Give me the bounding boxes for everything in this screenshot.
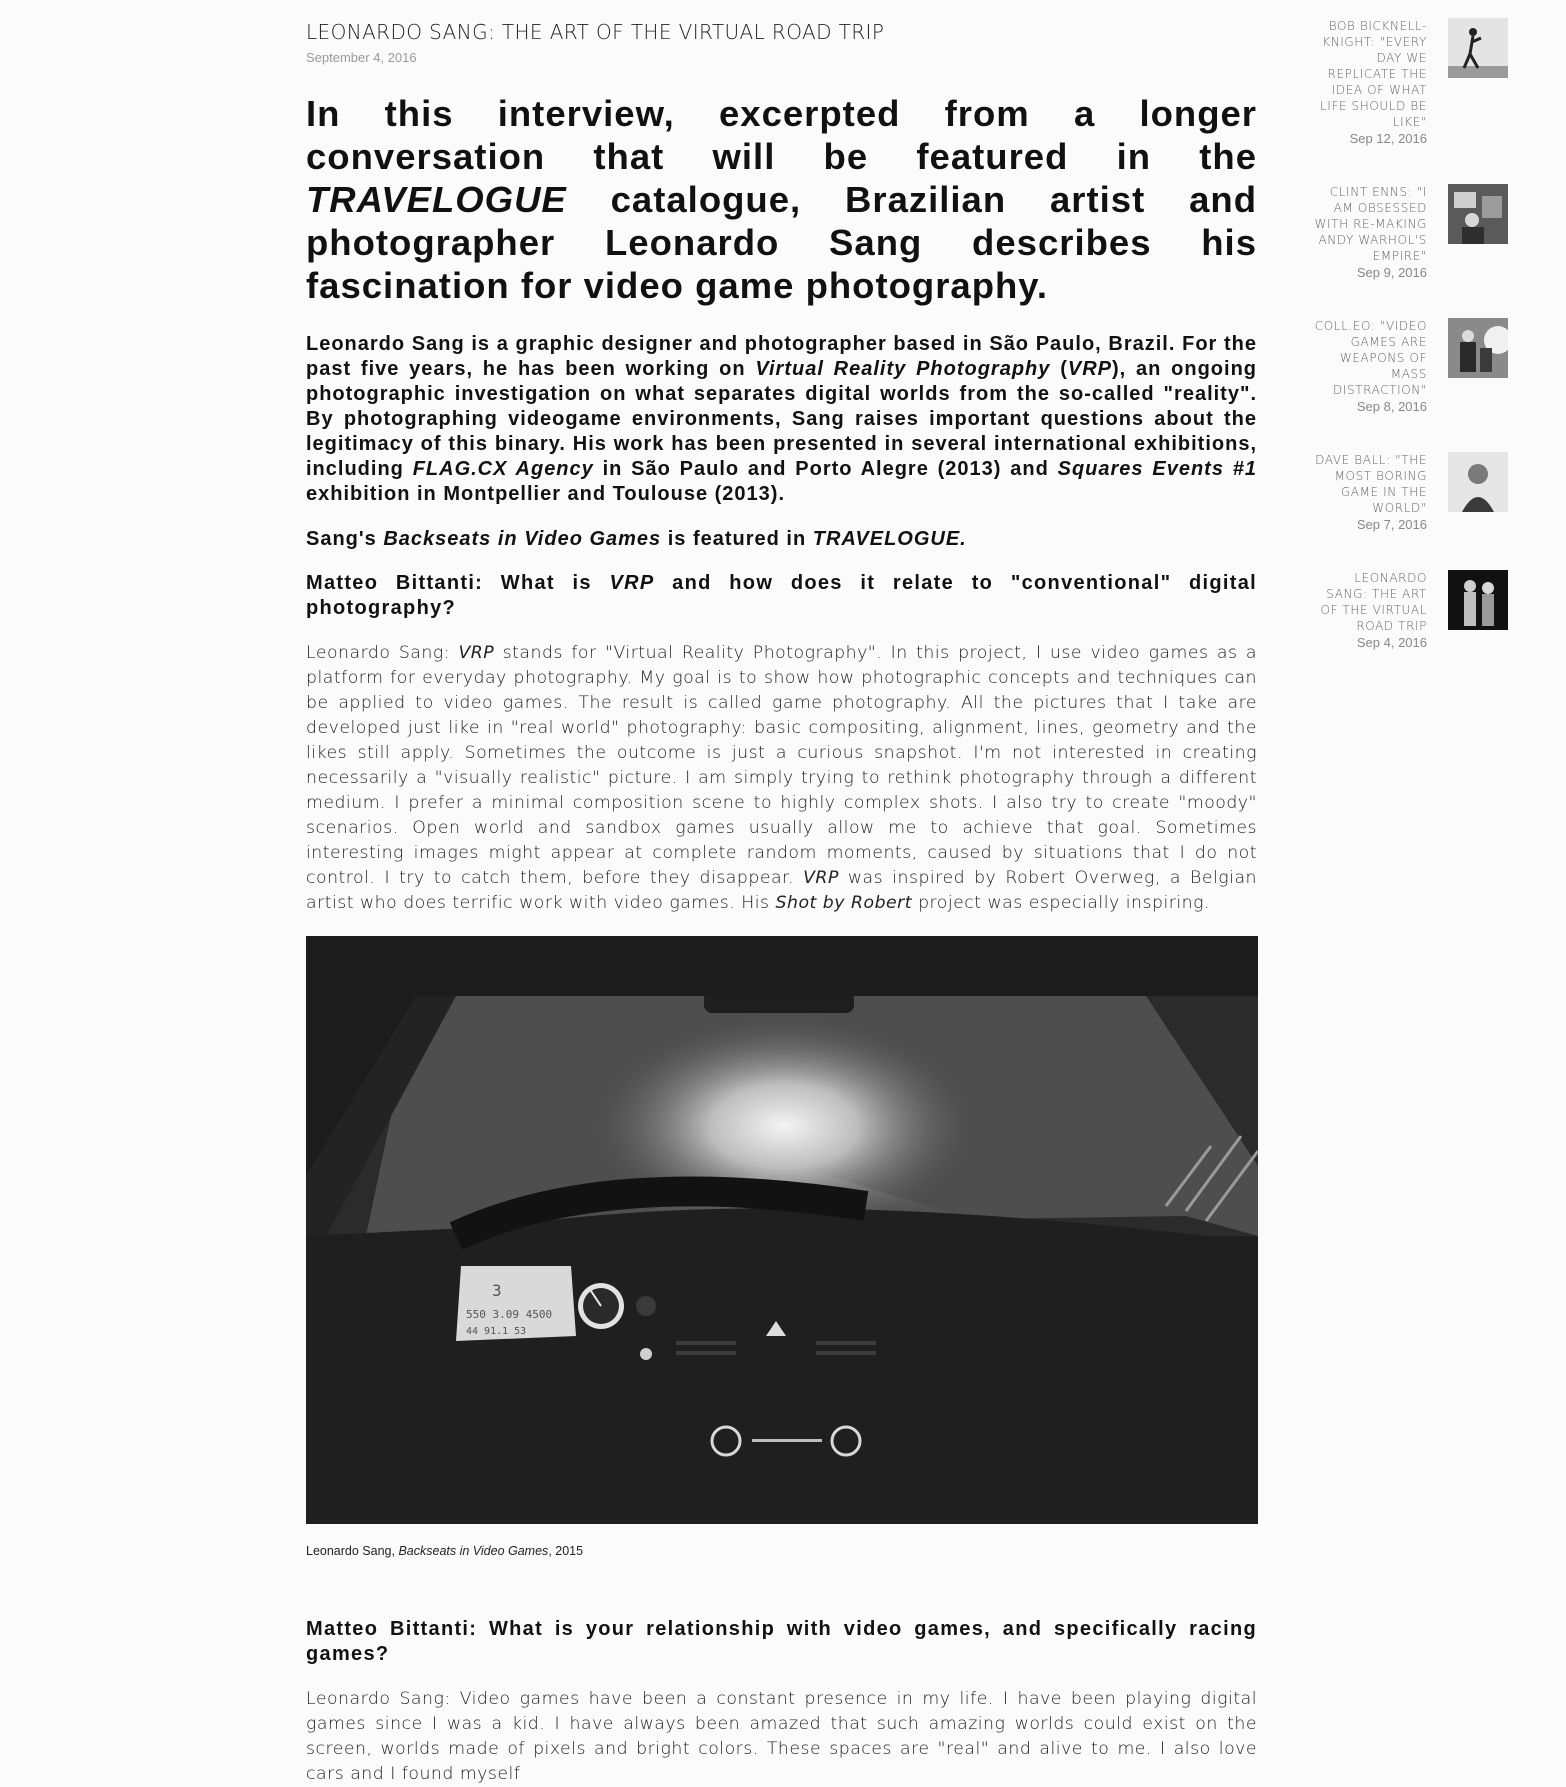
answer-emphasis: VRP: [803, 868, 839, 888]
article-intro: [306, 332, 1257, 507]
intro-emphasis: VRP: [1067, 358, 1112, 380]
related-post-thumbnail[interactable]: [1448, 452, 1508, 512]
answer-text: Leonardo Sang:: [306, 643, 459, 663]
answer-emphasis: Shot by Robert: [775, 893, 913, 913]
intro-text: (: [1050, 358, 1068, 380]
interview-answer: [306, 641, 1257, 916]
featured-emphasis: Backseats in Video Games: [383, 528, 662, 550]
featured-note: [306, 527, 1257, 552]
related-post-date: Sep 7, 2016: [1356, 517, 1427, 532]
photo-caption: [306, 1544, 1257, 1558]
question-text: Matteo Bittanti: What is: [306, 572, 610, 594]
interview-answer: Leonardo Sang: Video games have been a constant presence in my life. I have been playing digital games since I was a kid. I have always been amazed that such amazing worlds could exist on the screen, worlds made of pixels and bright colors. These spaces are "real" and alive to me. I also love cars and I found myself: [306, 1689, 1257, 1784]
related-post-title[interactable]: COLL.EO: "VIDEO GAMES ARE WEAPONS OF MASS DISTRACTION": [1314, 319, 1427, 397]
related-post-title[interactable]: DAVE BALL: "THE MOST BORING GAME IN THE WORLD": [1315, 453, 1427, 515]
intro-text: exhibition in Montpellier and Toulouse (2013).: [306, 483, 785, 505]
related-post-date: Sep 12, 2016: [1349, 131, 1427, 146]
related-post-title[interactable]: LEONARDO SANG: THE ART OF THE VIRTUAL ROAD TRIP: [1320, 571, 1427, 633]
dashboard-readout-top: 3: [492, 1281, 502, 1300]
question-emphasis: VRP: [609, 572, 655, 594]
answer-text: project was especially inspiring.: [912, 893, 1210, 913]
answer-text: was inspired by Robert Overweg, a Belgian artist who does terrific work with video games. His: [306, 868, 1258, 913]
intro-emphasis: Virtual Reality Photography: [755, 358, 1051, 380]
related-post-text: [1309, 184, 1427, 280]
post-date: September 4, 2016: [306, 50, 417, 65]
question-text: and how does it relate to "conventional" digital photography?: [306, 572, 1257, 619]
lede-emphasis: TRAVELOGUE: [306, 179, 567, 220]
answer-text: stands for "Virtual Reality Photography". In this project, I use video games as a platform for everyday photography. My goal is to show how photographic concepts and techniques can be applied to video games. The result is called game photography. All the pictures that I take are developed just like in "real world" photography: basic compositing, alignment, lines, geometry and the likes still apply. Sometimes the outcome is just a curious snapshot. I'm not interested in creating necessarily a "visually realistic" picture. I am simply trying to rethink photography through a different medium. I prefer a minimal composition scene to highly complex shots. I also try to create "moody" scenarios. Open world and sandbox games usually allow me to achieve that goal. Sometimes interesting images might appear at complete random moments, caused by situations that I do not control. I try to catch them, before they disappear.: [306, 643, 1257, 888]
related-post-date: Sep 9, 2016: [1356, 265, 1427, 280]
featured-emphasis: TRAVELOGUE.: [812, 528, 967, 550]
intro-text: ), an ongoing photographic investigation on what separates digital worlds from the so-called "reality". By photographing videogame environments, Sang raises important questions about the legitimacy of this binary. His work has been presented in several international exhibitions, including: [306, 358, 1258, 480]
related-post-thumbnail[interactable]: [1448, 18, 1508, 78]
related-post-text: [1309, 18, 1427, 146]
related-post-text: [1309, 570, 1427, 650]
related-post-thumbnail[interactable]: [1448, 318, 1508, 378]
article-lede: [306, 92, 1257, 307]
featured-text: is featured in: [661, 528, 813, 550]
related-post-date: Sep 8, 2016: [1356, 399, 1427, 414]
related-post-title[interactable]: BOB BICKNELL-KNIGHT: "EVERY DAY WE REPLICATE THE IDEA OF WHAT LIFE SHOULD BE LIKE": [1320, 19, 1427, 129]
intro-text: in São Paulo and Porto Alegre (2013) and: [593, 458, 1058, 480]
related-post-thumbnail[interactable]: [1448, 570, 1508, 630]
interview-question: Matteo Bittanti: What is your relationship with video games, and specifically racing games?: [306, 1618, 1257, 1665]
caption-text: Leonardo Sang,: [306, 1544, 399, 1558]
caption-emphasis: Backseats in Video Games: [398, 1544, 549, 1558]
related-post-text: [1309, 318, 1427, 414]
related-post-text: [1309, 452, 1427, 532]
dashboard-readout-row1: 550 3.09 4500: [466, 1308, 553, 1321]
intro-emphasis: Squares Events #1: [1057, 458, 1258, 480]
article: [306, 18, 1257, 1787]
intro-emphasis: FLAG.CX Agency: [412, 458, 594, 480]
post-title[interactable]: LEONARDO SANG: THE ART OF THE VIRTUAL ROAD TRIP: [306, 20, 885, 44]
dashboard-readout-row2: 44 91.1 53: [466, 1326, 527, 1337]
article-photo[interactable]: [306, 936, 1258, 1524]
lede-text: In this interview, excerpted from a longer conversation that will be featured in the: [306, 93, 1257, 177]
related-post-title[interactable]: CLINT ENNS: "I AM OBSESSED WITH RE-MAKING ANDY WARHOL'S EMPIRE": [1314, 185, 1427, 263]
interview-question: [306, 571, 1257, 621]
intro-text: Leonardo Sang is a graphic designer and photographer based in São Paulo, Brazil. For the past five years, he has been working on: [306, 333, 1257, 380]
lede-text: catalogue, Brazilian artist and photographer Leonardo Sang describes his fascination for video game photography.: [306, 179, 1257, 306]
answer-emphasis: VRP: [458, 643, 495, 663]
featured-text: Sang's: [306, 528, 384, 550]
caption-text: , 2015: [548, 1544, 584, 1558]
related-post-thumbnail[interactable]: [1448, 184, 1508, 244]
related-post-date: Sep 4, 2016: [1356, 635, 1427, 650]
